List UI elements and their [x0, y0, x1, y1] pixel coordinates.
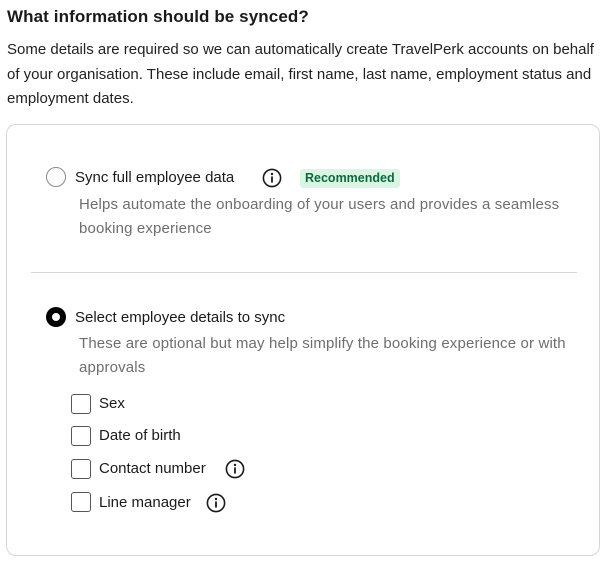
line-manager-label[interactable]: Line manager — [99, 494, 191, 511]
info-circle-icon[interactable] — [206, 493, 226, 513]
contact-number-checkbox[interactable] — [71, 459, 91, 479]
select-details-radio[interactable] — [46, 307, 66, 327]
sex-checkbox[interactable] — [71, 394, 91, 414]
section-description: Some details are required so we can automatically create TravelPerk accounts on behalf of your organisation. These include email, first name, last name, employment status and employment dates. — [7, 41, 594, 107]
recommended-badge: Recommended — [300, 169, 400, 188]
options-divider — [31, 272, 577, 273]
select-details-help: These are optional but may help simplify the booking experience or with approvals — [79, 335, 566, 376]
sync-full-radio[interactable] — [46, 167, 66, 187]
date-of-birth-label[interactable]: Date of birth — [99, 427, 181, 444]
contact-number-label[interactable]: Contact number — [99, 460, 206, 477]
section-title: What information should be synced? — [7, 7, 309, 26]
select-details-label[interactable]: Select employee details to sync — [75, 309, 286, 326]
sync-full-help: Helps automate the onboarding of your users and provides a seamless booking experience — [79, 196, 560, 237]
line-manager-checkbox[interactable] — [71, 492, 91, 512]
sync-full-label[interactable]: Sync full employee data — [75, 169, 235, 186]
info-circle-icon[interactable] — [262, 168, 282, 188]
info-circle-icon[interactable] — [225, 459, 245, 479]
date-of-birth-checkbox[interactable] — [71, 426, 91, 446]
sex-label[interactable]: Sex — [99, 395, 125, 412]
